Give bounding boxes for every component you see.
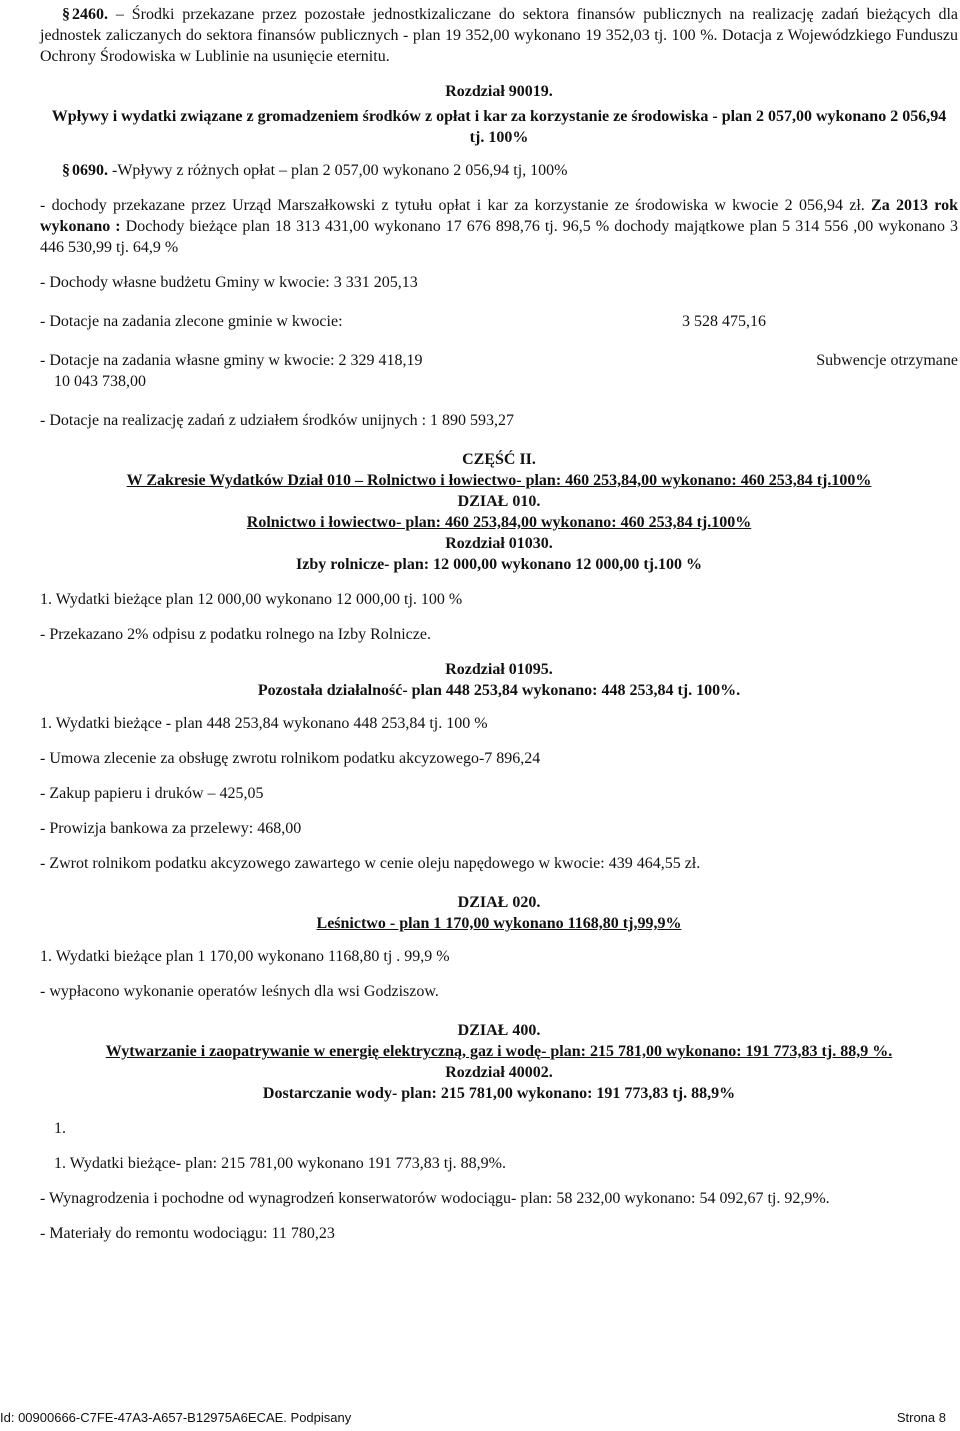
- zakres-wydatkow-label: W Zakresie Wydatków: [126, 472, 284, 489]
- line-umowa-zlecenie: - Umowa zlecenie za obsługę zwrotu rolnikom podatku akcyzowego-7 896,24: [40, 750, 541, 767]
- line-dotacje-wlasne: [40, 350, 958, 371]
- paragraph-text: -Wpływy z różnych opłat – plan 2 057,00 wykonano 2 056,94 tj, 100%: [108, 162, 568, 179]
- document-page: [40, 4, 958, 1244]
- line-dotacje-unijne: - Dotacje na realizację zadań z udziałem środków unijnych : 1 890 593,27: [40, 412, 515, 429]
- line-zakup-papieru: - Zakup papieru i druków – 425,05: [40, 785, 264, 802]
- line-materialy: - Materiały do remontu wodociągu: 11 780,23: [40, 1225, 335, 1242]
- dochody-text-2: Dochody bieżące plan 18 313 431,00 wykonano 17 676 898,76 tj. 96,5 % dochody majątkowe plan 5 314 556 ,00 wykonano 3 446 530,99 tj. 64,9 %: [40, 218, 959, 256]
- paragraph-0690: [40, 160, 958, 181]
- heading-dzial-020: DZIAŁ 020.: [457, 894, 541, 911]
- line-dotacje-zlecone: [40, 311, 958, 332]
- heading-rozdzial-40002: Rozdział 40002.: [445, 1064, 553, 1081]
- page-footer: [0, 1410, 946, 1426]
- dotacje-zlecone-value: 3 528 475,16: [682, 313, 766, 330]
- section-sign: §: [62, 162, 70, 179]
- dochody-text: - dochody przekazane przez Urząd Marszałkowski z tytułu opłat i kar za korzystanie ze środowiska w kwocie 2 056,94 zł.: [40, 197, 872, 214]
- line-prowizja: - Prowizja bankowa za przelewy: 468,00: [40, 820, 302, 837]
- heading-wplywy-90019: Wpływy i wydatki związane z gromadzeniem środków z opłat i kar za korzystanie ze środowiska - plan 2 057,00 wykonano 2 056,94 tj. 100%: [51, 108, 947, 146]
- page-number: Strona 8: [896, 1410, 946, 1425]
- heading-rolnictwo: Rolnictwo i łowiectwo- plan: 460 253,84,00 wykonano: 460 253,84 tj.100%: [246, 514, 752, 531]
- heading-dzial-010: DZIAŁ 010.: [457, 493, 541, 510]
- line-wydatki-400: 1. Wydatki bieżące- plan: 215 781,00 wykonano 191 773,83 tj. 88,9%.: [54, 1155, 506, 1172]
- heading-izby-rolnicze: Izby rolnicze- plan: 12 000,00 wykonano 12 000,00 tj.100 %: [296, 556, 702, 573]
- line-wydatki-01030: 1. Wydatki bieżące plan 12 000,00 wykonano 12 000,00 tj. 100 %: [40, 591, 463, 608]
- list-number-1: 1.: [54, 1120, 66, 1137]
- paragraph-text: – Środki przekazane przez pozostałe jednostkizaliczane do sektora finansów publicznych na realizację zadań bieżących dla jednostek zaliczanych do sektora finansów publicznych - plan 19 352,00 wykonano 19 352,03 tj. 100 %. Dotacja z Wojewódzkiego Funduszu Ochrony Środowiska w Lublinie na usunięcie eternitu.: [40, 6, 958, 65]
- section-sign: §: [62, 6, 70, 23]
- paragraph-dochody: [40, 195, 958, 258]
- subwencje-label: Subwencje otrzymane: [816, 352, 958, 369]
- dotacje-zlecone-label: - Dotacje na zadania zlecone gminie w kwocie:: [40, 313, 343, 330]
- heading-czesc-ii: CZĘŚĆ II.: [462, 451, 536, 468]
- line-wydatki-020: 1. Wydatki bieżące plan 1 170,00 wykonano 1168,80 tj . 99,9 %: [40, 948, 450, 965]
- line-wyplacono: - wypłacono wykonanie operatów leśnych dla wsi Godziszow.: [40, 983, 439, 1000]
- heading-dzial-400: DZIAŁ 400.: [457, 1022, 541, 1039]
- zakres-dzial-010: Dział 010 – Rolnictwo i łowiectwo- plan: 460 253,84,00 wykonano: 460 253,84 tj.100%: [283, 472, 872, 489]
- heading-rozdzial-01095: Rozdział 01095.: [445, 661, 553, 678]
- heading-dostarczanie-wody: Dostarczanie wody- plan: 215 781,00 wykonano: 191 773,83 tj. 88,9%: [262, 1085, 736, 1102]
- paragraph-number: 0690.: [72, 162, 108, 179]
- line-przekazano: - Przekazano 2% odpisu z podatku rolnego na Izby Rolnicze.: [40, 626, 431, 643]
- heading-pozostala-dzialalnosc: Pozostała działalność- plan 448 253,84 wykonano: 448 253,84 tj. 100%.: [257, 682, 741, 699]
- line-wydatki-01095: 1. Wydatki bieżące - plan 448 253,84 wykonano 448 253,84 tj. 100 %: [40, 715, 488, 732]
- line-zwrot-akcyzy: - Zwrot rolnikom podatku akcyzowego zawartego w cenie oleju napędowego w kwocie: 439 464,55 zł.: [40, 855, 701, 872]
- heading-rozdzial-01030: Rozdział 01030.: [445, 535, 553, 552]
- dotacje-wlasne-label: - Dotacje na zadania własne gminy w kwocie: 2 329 418,19: [40, 352, 423, 369]
- line-wynagrodzenia: - Wynagrodzenia i pochodne od wynagrodzeń konserwatorów wodociągu- plan: 58 232,00 wykonano: 54 092,67 tj. 92,9%.: [40, 1190, 830, 1207]
- paragraph-number: 2460.: [72, 6, 108, 23]
- line-dochody-wlasne: - Dochody własne budżetu Gminy w kwocie: 3 331 205,13: [40, 274, 418, 291]
- heading-wytwarzanie: Wytwarzanie i zaopatrywanie w energię elektryczną, gaz i wodę- plan: 215 781,00 wykonano: 191 773,83 tj. 88,9 %.: [105, 1043, 893, 1060]
- document-id: Id: 00900666-C7FE-47A3-A657-B12975A6ECAE. Podpisany: [0, 1410, 352, 1425]
- dochody-bold: Za 2013 rok wykonano :: [40, 197, 958, 235]
- heading-rozdzial-90019: Rozdział 90019.: [445, 83, 553, 100]
- heading-lesnictwo: Leśnictwo - plan 1 170,00 wykonano 1168,80 tj,99,9%: [316, 915, 682, 932]
- subwencje-value: 10 043 738,00: [54, 373, 146, 390]
- heading-zakres-wydatkow: [40, 470, 958, 491]
- paragraph-2460: [40, 4, 958, 67]
